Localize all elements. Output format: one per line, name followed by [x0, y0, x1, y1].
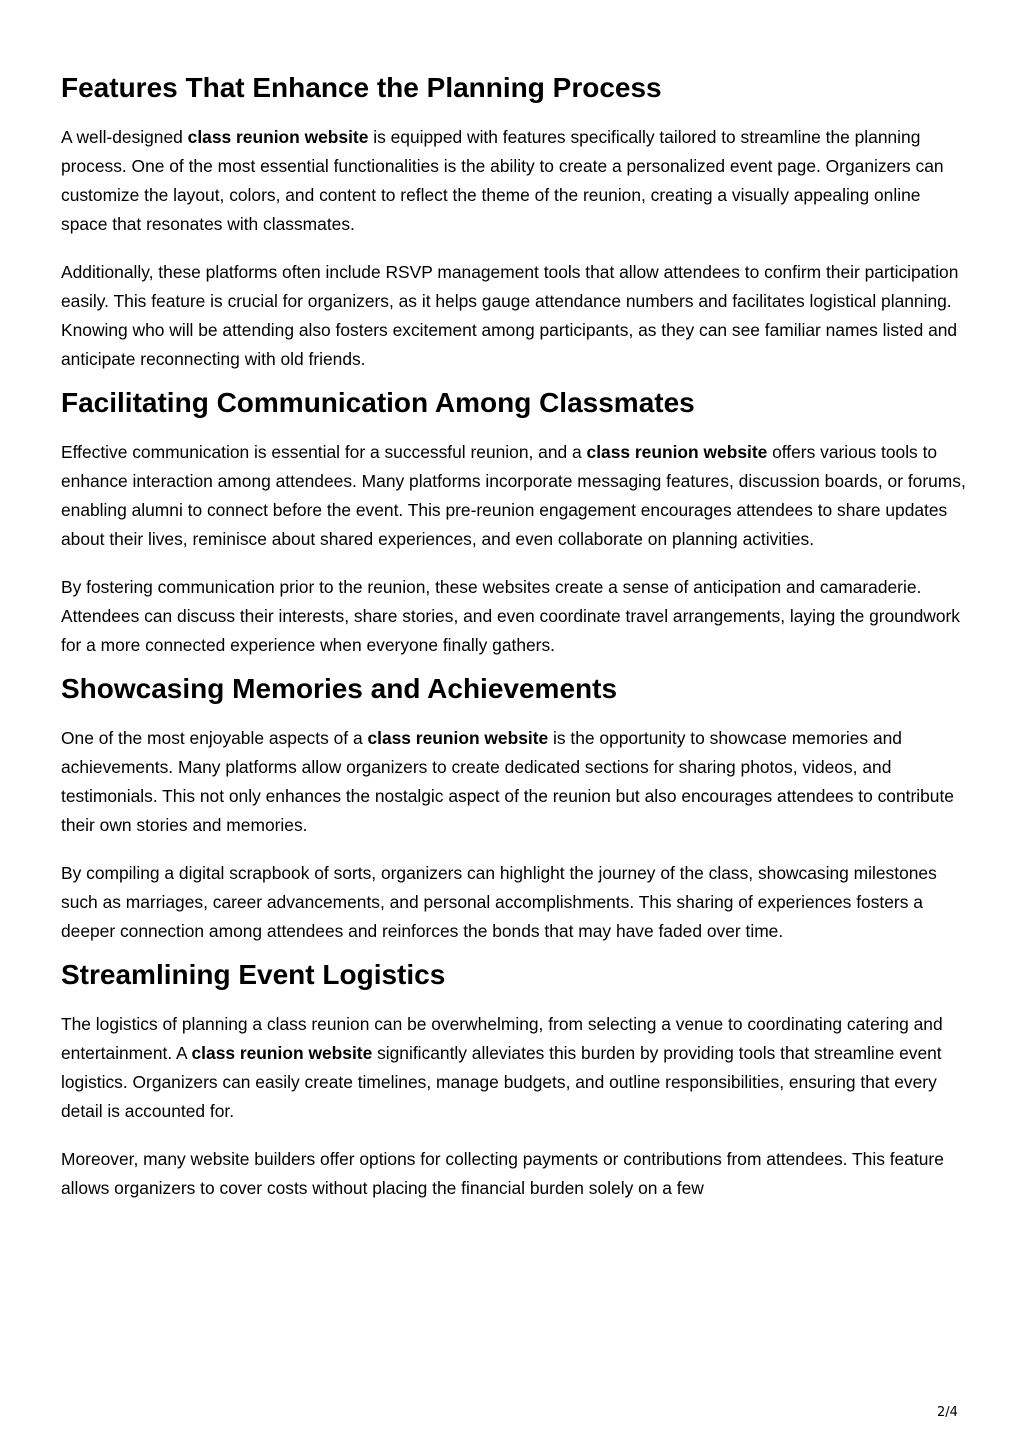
- page-number: 2/4: [937, 1405, 958, 1420]
- paragraph: [61, 573, 971, 660]
- paragraph-text: Effective communication is essential for a successful reunion, and a: [61, 442, 587, 462]
- section-heading: Facilitating Communication Among Classmates: [61, 387, 695, 418]
- paragraph-text: The logistics of planning a class reunion can be overwhelming, from selecting a venue to coordinating catering and entertainment. A: [61, 1014, 943, 1063]
- paragraph: [61, 123, 971, 239]
- paragraph-text: One of the most enjoyable aspects of a: [61, 728, 368, 748]
- paragraph: [61, 1010, 971, 1126]
- paragraph-text: is equipped with features specifically tailored to streamline the planning process. One of the most essential functionalities is the ability to create a personalized event page. Organizers can customize the layout, colors, and content to reflect the theme of the reunion, creating a visually appealing online space that resonates with classmates.: [61, 127, 944, 234]
- keyword-bold: class reunion website: [586, 442, 768, 462]
- paragraph-text: Additionally, these platforms often include RSVP management tools that allow attendees to confirm their participation easily. This feature is crucial for organizers, as it helps gauge attendance numbers and facilitates logistical planning. Knowing who will be attending also fosters excitement among participants, as they can see familiar names listed and anticipate reconnecting with old friends.: [61, 262, 959, 369]
- paragraph: [61, 258, 971, 374]
- paragraph: [61, 1145, 971, 1203]
- paragraph-text: significantly alleviates this burden by providing tools that streamline event logistics. Organizers can easily create timelines, manage budgets, and outline responsibilities, ensuring that every detail is accounted for.: [61, 1043, 942, 1121]
- paragraph: [61, 724, 971, 840]
- paragraph-text: A well-designed: [61, 127, 188, 147]
- paragraph: [61, 438, 971, 554]
- paragraph-text: is the opportunity to showcase memories and achievements. Many platforms allow organizers to create dedicated sections for sharing photos, videos, and testimonials. This not only enhances the nostalgic aspect of the reunion but also encourages attendees to contribute their own stories and memories.: [61, 728, 954, 835]
- keyword-bold: class reunion website: [367, 728, 549, 748]
- paragraph: [61, 859, 971, 946]
- keyword-bold: class reunion website: [191, 1043, 373, 1063]
- document-body: [61, 70, 971, 1203]
- paragraph-text: offers various tools to enhance interaction among attendees. Many platforms incorporate messaging features, discussion boards, or forums, enabling alumni to connect before the event. This pre-reunion engagement encourages attendees to share updates about their lives, reminisce about shared experiences, and even collaborate on planning activities.: [61, 442, 966, 549]
- paragraph-text: Moreover, many website builders offer options for collecting payments or contributions from attendees. This feature allows organizers to cover costs without placing the financial burden solely on a few: [61, 1149, 944, 1198]
- section-heading: Features That Enhance the Planning Process: [61, 72, 662, 103]
- section-heading: Showcasing Memories and Achievements: [61, 673, 618, 704]
- keyword-bold: class reunion website: [187, 127, 369, 147]
- paragraph-text: By compiling a digital scrapbook of sorts, organizers can highlight the journey of the class, showcasing milestones such as marriages, career advancements, and personal accomplishments. This sharing of experiences fosters a deeper connection among attendees and reinforces the bonds that may have faded over time.: [61, 863, 937, 941]
- paragraph-text: By fostering communication prior to the reunion, these websites create a sense of anticipation and camaraderie. Attendees can discuss their interests, share stories, and even coordinate travel arrangements, laying the groundwork for a more connected experience when everyone finally gathers.: [61, 577, 961, 655]
- section-heading: Streamlining Event Logistics: [61, 959, 446, 990]
